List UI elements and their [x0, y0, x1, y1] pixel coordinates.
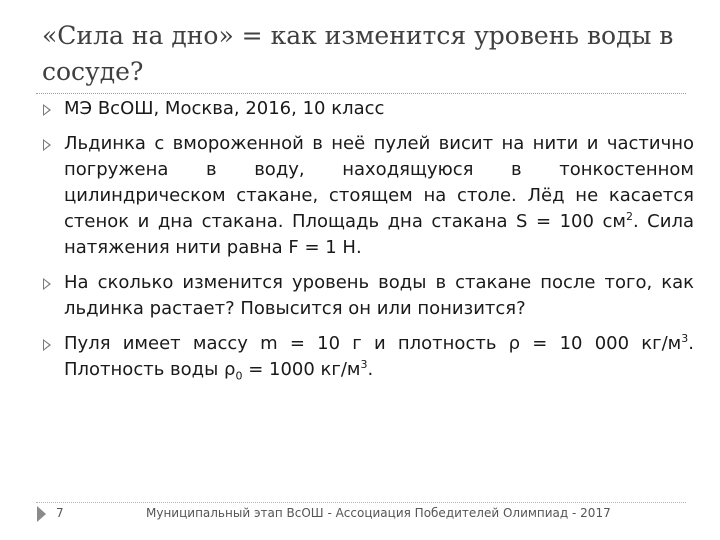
bullet-arrow-icon: [43, 104, 51, 116]
bullet-arrow-icon: [43, 278, 51, 290]
bullet-text-continued: . Плотность воды ρ: [64, 333, 694, 380]
slide-title: «Сила на дно» = как изменится уровень воды в сосуде?: [42, 21, 674, 86]
bullet-text-continued: . Сила натяжения нити равна F = 1 Н.: [64, 211, 694, 258]
bullet-item-problem-statement: [42, 131, 694, 261]
water-density-unit-superscript: 3: [360, 358, 368, 371]
bullet-text: Льдинка с вмороженной в неё пулей висит на нити и частично погружена в воду, находящуюся в тонкостенном цилиндрическом стакане, стоящем на столе. Лёд не касается стенок и дна стакана. Площадь дна стакана S = 100 см: [64, 133, 694, 232]
bullet-list: [42, 96, 694, 392]
title-divider: [36, 93, 686, 94]
bullet-text-continued: = 1000 кг/м: [242, 359, 361, 380]
page-number: 7: [56, 506, 64, 520]
bullet-item-question: [42, 270, 694, 322]
footer-text: Муниципальный этап ВсОШ - Ассоциация Победителей Олимпиад - 2017: [146, 506, 611, 520]
bullet-text: МЭ ВсОШ, Москва, 2016, 10 класс: [64, 98, 385, 119]
water-density-subscript: 0: [235, 369, 243, 383]
bullet-arrow-icon: [43, 139, 51, 151]
bullet-item-given-data: [42, 331, 694, 383]
footer-arrow-icon: [37, 506, 46, 522]
footer-divider: [36, 502, 686, 503]
area-unit-superscript: 2: [625, 210, 633, 223]
bullet-item-source: [42, 96, 694, 122]
density-unit-superscript: 3: [681, 332, 689, 345]
bullet-arrow-icon: [43, 339, 51, 351]
bullet-text-end: .: [367, 359, 374, 380]
bullet-text: На сколько изменится уровень воды в стакане после того, как льдинка растает? Повысится он или понизится?: [64, 272, 694, 319]
bullet-text: Пуля имеет массу m = 10 г и плотность ρ = 10 000 кг/м: [64, 333, 682, 354]
